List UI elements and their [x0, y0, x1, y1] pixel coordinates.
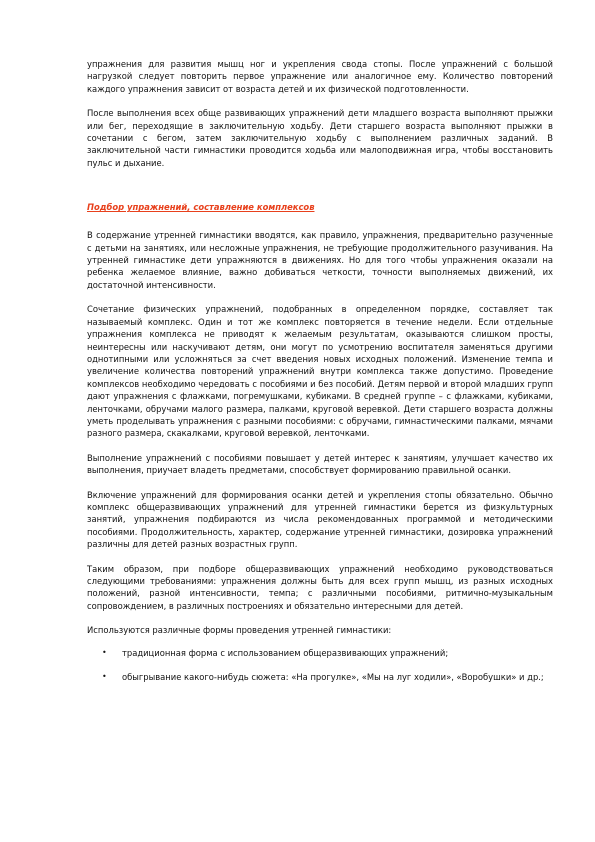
section-heading: Подбор упражнений, составление комплексов: [87, 202, 315, 213]
bullet-icon: •: [102, 647, 107, 657]
paragraph-posture: Включение упражнений для формирования осанки детей и укрепления стопы обязательно. Обычно комплекс общеразвивающих упражнений для утренней гимнастики берется из физкультурных занятий, упражнения подбираются из числа рекомендованных программой и методическими пособиями. Продолжительность, характер, содержание утренней гимнастики, дозировка упражнений различны для детей разных возрастных групп.: [87, 489, 553, 550]
paragraph-exercises-legs: упражнения для развития мышц ног и укрепления свода стопы. После упражнений с большой нагрузкой следует повторить первое упражнение или аналогичное ему. Количество повторений каждого упражнения зависит от возраста детей и их физической подготовленности.: [87, 59, 553, 94]
list-item-text: обыгрывание какого-нибудь сюжета: «На прогулке», «Мы на луг ходили», «Воробушки» и др.;: [122, 672, 544, 683]
list-intro: Используются различные формы проведения утренней гимнастики:: [87, 625, 392, 636]
list-item-text: традиционная форма с использованием общеразвивающих упражнений;: [122, 647, 449, 658]
paragraph-final-part: После выполнения всех обще развивающих упражнений дети младшего возраста выполняют прыжки или бег, переходящие в заключительную ходьбу. Дети старшего возраста выполняют прыжки в сочетании с бегом, затем заключительную ходьбу с выполнением различных заданий. В заключительной части гимнастики проводится ходьба или малоподвижная игра, чтобы восстановить пульс и дыхание.: [87, 108, 553, 168]
list-item: [87, 671, 553, 683]
paragraph-complex: Сочетание физических упражнений, подобранных в определенном порядке, составляет так называемый комплекс. Один и тот же комплекс повторяется в течение недели. Если отдельные упражнения комплекса не приводят к желаемым результатам, оказываются слишком просты, неинтересны или наскучивают детям, они могут по усмотрению воспитателя заменяться другими однотипными или усложняться за счет введения новых исходных положений. Изменение темпа и увеличение количества повторений упражнений внутри комплекса также допустимо. Проведение комплексов необходимо чередовать с пособиями и без пособий. Детям первой и второй младших групп дают упражнения с флажками, погремушками, кубиками. В средней группе – с флажками, кубиками, ленточками, обручами малого размера, палками, круговой веревкой. Дети старшего возраста должны уметь проделывать упражнения с разными пособиями: с обручами, гимнастическими палками, мячами разного размера, скакалками, круговой веревкой, ленточками.: [87, 304, 553, 439]
list-item: [87, 647, 553, 659]
paragraph-requirements: Таким образом, при подборе общеразвивающих упражнений необходимо руководствоваться следующими требованиями: упражнения должны быть для всех групп мышц, из разных исходных положений, разной интенсивности, темпа; с различными пособиями, ритмично-музыкальным сопровождением, в различных построениях и обязательно интересными для детей.: [87, 563, 553, 611]
paragraph-equipment: Выполнение упражнений с пособиями повышает у детей интерес к занятиям, улучшает качество их выполнения, приучает владеть предметами, способствует формированию правильной осанки.: [87, 452, 553, 476]
forms-list: [87, 647, 553, 684]
paragraph-content: В содержание утренней гимнастики вводятся, как правило, упражнения, предварительно разученные с детьми на занятиях, или несложные упражнения, не требующие продолжительного разучивания. На утренней гимнастике дети упражняются в движениях. Но для того чтобы упражнения оказали на ребенка желаемое влияние, важно добиваться четкости, точности выполняемых движений, их достаточной интенсивности.: [87, 230, 553, 290]
page-content: [87, 58, 553, 695]
bullet-icon: •: [102, 672, 107, 682]
